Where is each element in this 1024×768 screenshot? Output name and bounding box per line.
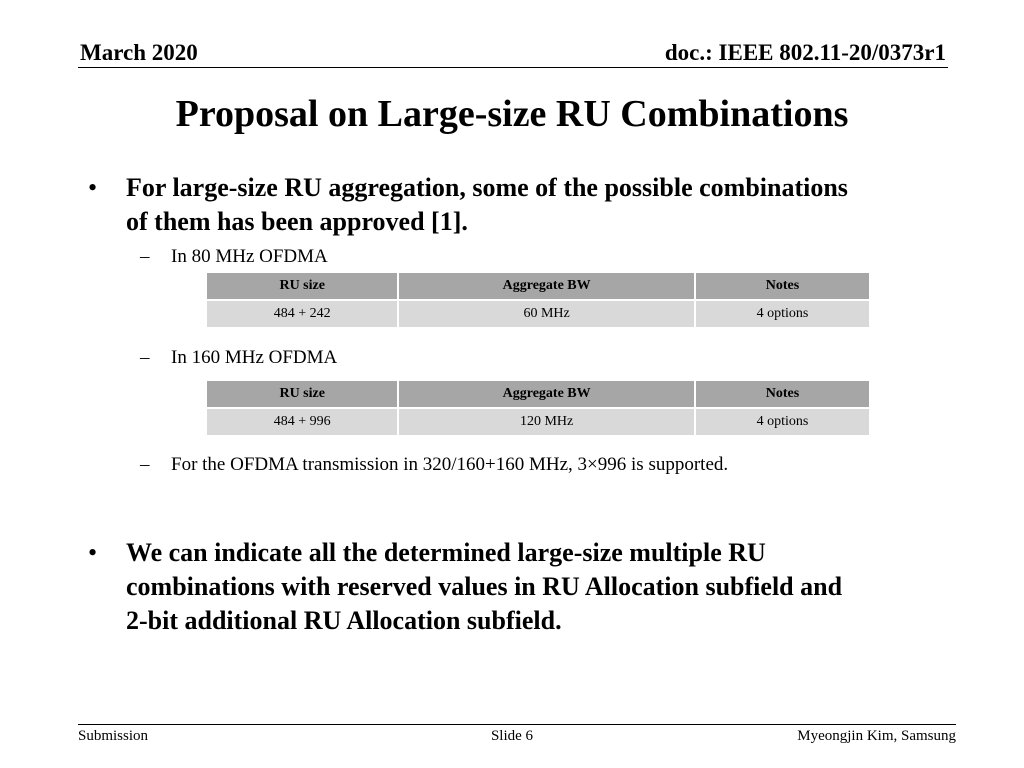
header-divider [78, 67, 948, 68]
bullet-marker: • [88, 538, 98, 567]
header-ru-size: RU size [207, 273, 397, 299]
cell-notes: 4 options [696, 301, 869, 327]
header-ru-size: RU size [207, 381, 397, 407]
bullet-1-line-1: For large-size RU aggregation, some of the possible combinations [126, 173, 848, 202]
sub-bullet-marker: – [140, 347, 150, 368]
header-aggregate-bw: Aggregate BW [399, 381, 693, 407]
sub-bullet-marker: – [140, 246, 150, 267]
cell-aggregate-bw: 60 MHz [399, 301, 693, 327]
table-row [207, 301, 869, 327]
footer-author: Myeongjin Kim, Samsung [797, 728, 956, 744]
table-header-row [207, 381, 869, 407]
table-160mhz [205, 379, 871, 437]
bullet-1-line-2: of them has been approved [1]. [126, 207, 468, 236]
bullet-marker: • [88, 173, 98, 202]
footer-slide-number: Slide 6 [490, 728, 534, 744]
sub-bullet-320mhz: For the OFDMA transmission in 320/160+160 MHz, 3×996 is supported. [171, 454, 729, 475]
bullet-2-line-3: 2-bit additional RU Allocation subfield. [126, 606, 562, 635]
cell-ru-size: 484 + 242 [207, 301, 397, 327]
sub-bullet-marker: – [140, 454, 150, 475]
bullet-2-line-2: combinations with reserved values in RU Allocation subfield and [126, 572, 843, 601]
sub-bullet-160mhz: In 160 MHz OFDMA [171, 347, 338, 368]
table-row [207, 409, 869, 435]
cell-aggregate-bw: 120 MHz [399, 409, 693, 435]
footer-divider [78, 724, 956, 725]
cell-ru-size: 484 + 996 [207, 409, 397, 435]
table-80mhz [205, 271, 871, 329]
header-notes: Notes [696, 381, 869, 407]
cell-notes: 4 options [696, 409, 869, 435]
bullet-2-line-1: We can indicate all the determined large-size multiple RU [126, 538, 766, 567]
header-date: March 2020 [80, 40, 198, 65]
header-notes: Notes [696, 273, 869, 299]
table-header-row [207, 273, 869, 299]
header-aggregate-bw: Aggregate BW [399, 273, 693, 299]
header-doc-id: doc.: IEEE 802.11-20/0373r1 [664, 40, 946, 65]
sub-bullet-80mhz: In 80 MHz OFDMA [171, 246, 328, 267]
slide-title: Proposal on Large-size RU Combinations [175, 93, 849, 135]
footer-submission: Submission [78, 728, 149, 744]
